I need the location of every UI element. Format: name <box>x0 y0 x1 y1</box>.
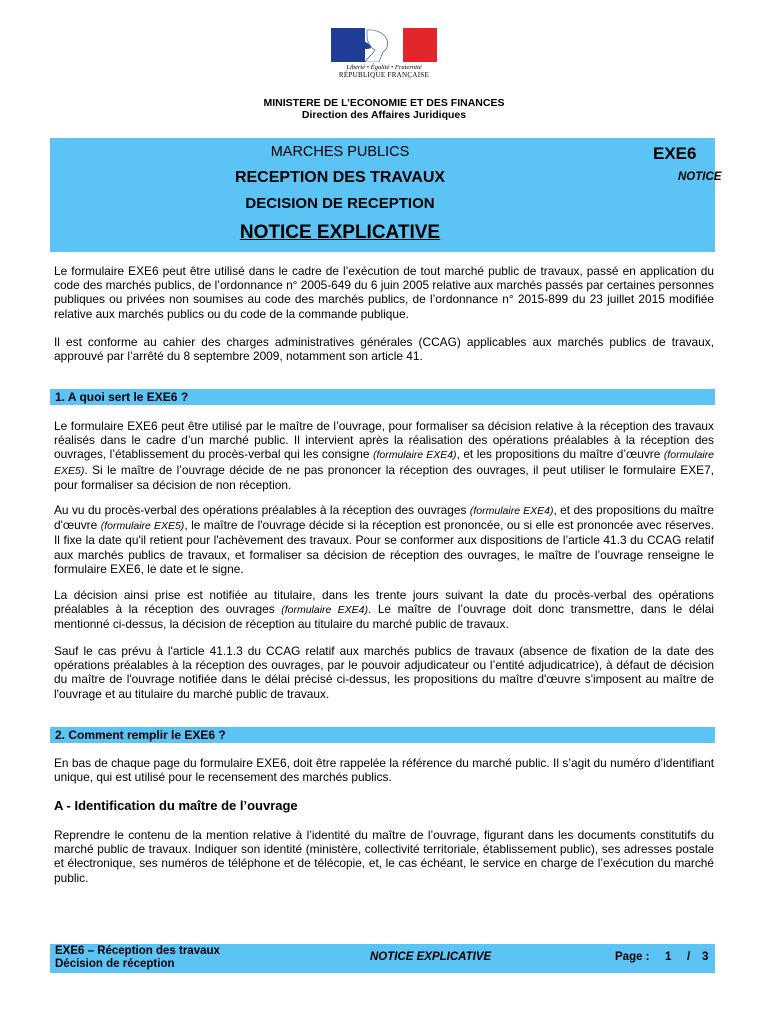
direction-name: Direction des Affaires Juridiques <box>301 109 467 121</box>
banner-subtitle: DECISION DE RECEPTION <box>245 195 435 212</box>
page-footer <box>50 944 715 973</box>
title-banner <box>50 138 722 252</box>
subsection-a-paragraph: Reprendre le contenu de la mention relative à l’identité du maître de l’ouvrage, figurant dans les documents constitutifs du marché public de travaux. Indiquer son identité (ministère, collectivité territoriale, établissement public), ses adresses postale et électronique, ses numéros de téléphone et de télécopie, et, le cas échéant, le service en charge de l’exécution du marché public. <box>54 828 714 885</box>
footer-page-separator: / <box>687 951 691 963</box>
footer-page-number: 1 <box>665 951 672 963</box>
footer-page-label: Page : <box>615 951 650 963</box>
section-2-paragraph-1: En bas de chaque page du formulaire EXE6, doit être rappelée la référence du marché public. Il s’agit du numéro d’identifiant unique, qui est utilisé pour le recensement des marchés publics. <box>54 756 714 785</box>
section-2-header: 2. Comment remplir le EXE6 ? <box>50 727 715 743</box>
subsection-a-title: A - Identification du maître de l’ouvrage <box>54 798 298 813</box>
banner-title: RECEPTION DES TRAVAUX <box>234 169 446 186</box>
section-1-paragraph-4: Sauf le cas prévu à l'article 41.1.3 du CCAG relatif aux marchés publics de travaux (absence de fixation de la date des opérations préalables à la réception des ouvrages, par le pouvoir adjudicateur ou l’entité adjudicatrice), à défaut de décision du maître de l'ouvrage notifiée dans le délai précisé ci-dessus, les propositions du maître d'œuvre s'imposent au maître de l'ouvrage et au titulaire du marché public de travaux. <box>54 644 714 701</box>
section-1-paragraph-2: Au vu du procès-verbal des opérations préalables à la réception des ouvrages (formulaire EXE4), et des propositions du maître d'œuvre (formulaire EXE5), le maître de l'ouvrage décide si la réception est prononcée, ou si elle est prononcée avec réserves. Il fixe la date qu'il retient pour l'achèvement des travaux. Pour se conformer aux dispositions de l’article 41.3 du CCAG relatif aux marchés publics de travaux, et formaliser sa décision de réception des ouvrages, le maître de l’ouvrage renseigne le formulaire EXE6, le date et le signe. <box>54 503 715 576</box>
form-code-sub: NOTICE <box>678 171 722 183</box>
republique-francaise-logo <box>331 28 439 79</box>
marianne-flag <box>331 28 437 62</box>
footer-notice-label: NOTICE EXPLICATIVE <box>370 951 492 963</box>
banner-category: MARCHES PUBLICS <box>270 144 410 160</box>
ministry-name: MINISTERE DE L’ECONOMIE ET DES FINANCES <box>263 97 505 109</box>
footer-form-title: EXE6 – Réception des travaux <box>55 945 220 957</box>
form-code: EXE6 <box>653 144 697 163</box>
section-1-paragraph-3: La décision ainsi prise est notifiée au titulaire, dans les trente jours suivant la date du procès-verbal des opérations préalables à la réception des ouvrages (formulaire EXE4). Le maître de l’ouvrage doit donc transmettre, dans le délai mentionné ci-dessus, la décision de réception au titulaire du marché public de travaux. <box>54 588 714 632</box>
section-1-header: 1. A quoi sert le EXE6 ? <box>50 389 715 405</box>
ministry-block <box>0 97 768 121</box>
intro-paragraph-2: Il est conforme au cahier des charges administratives générales (CCAG) applicables aux marchés publics de travaux, approuvé par l’arrêté du 8 septembre 2009, notamment son article 41. <box>54 335 714 364</box>
republic-text: RÉPUBLIQUE FRANÇAISE <box>338 71 430 79</box>
motto-text: Liberté • Égalité • Fraternité <box>346 64 422 71</box>
section-1-paragraph-1: Le formulaire EXE6 peut être utilisé par le maître de l’ouvrage, pour formaliser sa décision relative à la réception des travaux réalisés dans le cadre d’un marché public. Il intervient après la réalisation des opérations préalables à la réception des ouvrages, l’établissement du procès-verbal qui les consigne (formulaire EXE4), et les propositions du maître d’œuvre (formulaire EXE5). Si le maître de l’ouvrage décide de ne pas prononcer la réception des ouvrages, il peut utiliser le formulaire EXE7, pour formaliser sa décision de non réception. <box>54 419 714 492</box>
footer-form-subtitle: Décision de réception <box>55 958 175 970</box>
footer-page-total: 3 <box>702 951 709 963</box>
intro-paragraph-1: Le formulaire EXE6 peut être utilisé dans le cadre de l’exécution de tout marché public de travaux, passé en application du code des marchés publics, de l’ordonnance n° 2005-649 du 6 juin 2005 relative aux marchés passés par certaines personnes publiques ou privées non soumises au code des marchés publics, de l’ordonnance n° 2015-899 du 23 juillet 2015 modifiée relative aux marchés publics ou du code de la commande publique. <box>54 264 714 321</box>
banner-notice-title: NOTICE EXPLICATIVE <box>239 222 441 243</box>
